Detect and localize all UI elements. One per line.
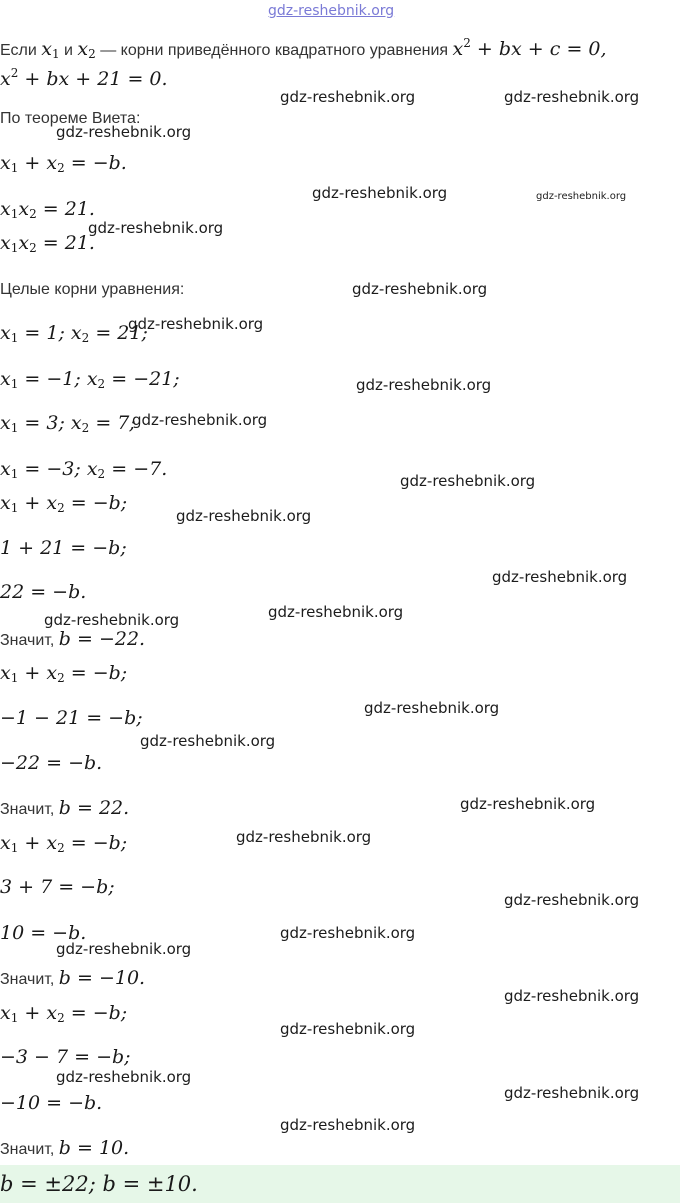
watermark: gdz-reshebnik.org xyxy=(504,88,640,106)
watermark: gdz-reshebnik.org xyxy=(56,123,192,141)
watermark: gdz-reshebnik.org xyxy=(176,507,312,525)
case3-sum: $x_1 + x_2 = -b$; xyxy=(0,832,128,855)
watermark: gdz-reshebnik.org xyxy=(44,611,180,629)
watermark: gdz-reshebnik.org xyxy=(280,1020,416,1038)
case1-sum: $x_1 + x_2 = -b$; xyxy=(0,492,128,515)
root-pair-4: $x_1 = -3$; $x_2 = -7$. xyxy=(0,458,168,481)
vieta-product-2: $x_1x_2 = 21$. xyxy=(0,232,95,255)
watermark: gdz-reshebnik.org xyxy=(460,795,596,813)
root-pair-3: $x_1 = 3$; $x_2 = 7$; xyxy=(0,412,136,435)
intro-text-and: и xyxy=(64,42,73,59)
intro-x1: $x_1$ xyxy=(41,38,60,61)
case4-sum: $x_1 + x_2 = -b$; xyxy=(0,1002,128,1025)
case2-result: −22 = −b. xyxy=(0,752,103,774)
case1-conclusion: Значит, b = −22. xyxy=(0,628,146,650)
general-equation: $x^2$ + bx + c = 0, xyxy=(452,36,607,60)
case3-result: 10 = −b. xyxy=(0,922,87,944)
case3-conclusion: Значит, b = −10. xyxy=(0,967,146,989)
case3-substitution: 3 + 7 = −b; xyxy=(0,876,115,898)
watermark: gdz-reshebnik.org xyxy=(352,280,488,298)
final-answer: b = ±22; b = ±10. xyxy=(0,1172,198,1196)
case4-conclusion: Значит, b = 10. xyxy=(0,1137,130,1159)
watermark: gdz-reshebnik.org xyxy=(268,603,404,621)
watermark: gdz-reshebnik.org xyxy=(536,191,627,202)
root-pair-2: $x_1 = -1$; $x_2 = -21$; xyxy=(0,368,180,391)
watermark: gdz-reshebnik.org xyxy=(312,184,448,202)
case4-result: −10 = −b. xyxy=(0,1092,103,1114)
watermark: gdz-reshebnik.org xyxy=(400,472,536,490)
case2-substitution: −1 − 21 = −b; xyxy=(0,707,143,729)
case1-result: 22 = −b. xyxy=(0,581,87,603)
watermark: gdz-reshebnik.org xyxy=(56,940,192,958)
specific-equation: $x^2$ + bx + 21 = 0. xyxy=(0,66,168,90)
root-pair-1: $x_1 = 1$; $x_2 = 21$; xyxy=(0,322,148,345)
watermark: gdz-reshebnik.org xyxy=(504,891,640,909)
integer-roots-heading: Целые корни уравнения: xyxy=(0,281,185,298)
case4-substitution: −3 − 7 = −b; xyxy=(0,1046,131,1068)
watermark: gdz-reshebnik.org xyxy=(492,568,628,586)
intro-text-if: Если xyxy=(0,42,37,59)
vieta-heading: По теореме Виета: xyxy=(0,110,141,127)
watermark: gdz-reshebnik.org xyxy=(140,732,276,750)
watermark: gdz-reshebnik.org xyxy=(504,1084,640,1102)
watermark: gdz-reshebnik.org xyxy=(88,219,224,237)
vieta-product-1: $x_1x_2 = 21$. xyxy=(0,198,95,221)
intro-text-middle: — корни приведённого квадратного уравнения xyxy=(100,42,449,59)
case1-substitution: 1 + 21 = −b; xyxy=(0,537,127,559)
watermark: gdz-reshebnik.org xyxy=(128,315,264,333)
watermark: gdz-reshebnik.org xyxy=(236,828,372,846)
watermark: gdz-reshebnik.org xyxy=(280,924,416,942)
watermark: gdz-reshebnik.org xyxy=(504,987,640,1005)
watermark: gdz-reshebnik.org xyxy=(132,411,268,429)
case2-conclusion: Значит, b = 22. xyxy=(0,797,130,819)
watermark: gdz-reshebnik.org xyxy=(364,699,500,717)
vieta-sum: $x_1 + x_2 = -b$. xyxy=(0,152,127,175)
top-watermark-link[interactable]: gdz-reshebnik.org xyxy=(268,3,395,19)
watermark: gdz-reshebnik.org xyxy=(356,376,492,394)
case2-sum: $x_1 + x_2 = -b$; xyxy=(0,662,128,685)
watermark: gdz-reshebnik.org xyxy=(280,1116,416,1134)
watermark: gdz-reshebnik.org xyxy=(280,88,416,106)
intro-x2: $x_2$ xyxy=(77,38,96,61)
watermark: gdz-reshebnik.org xyxy=(56,1068,192,1086)
